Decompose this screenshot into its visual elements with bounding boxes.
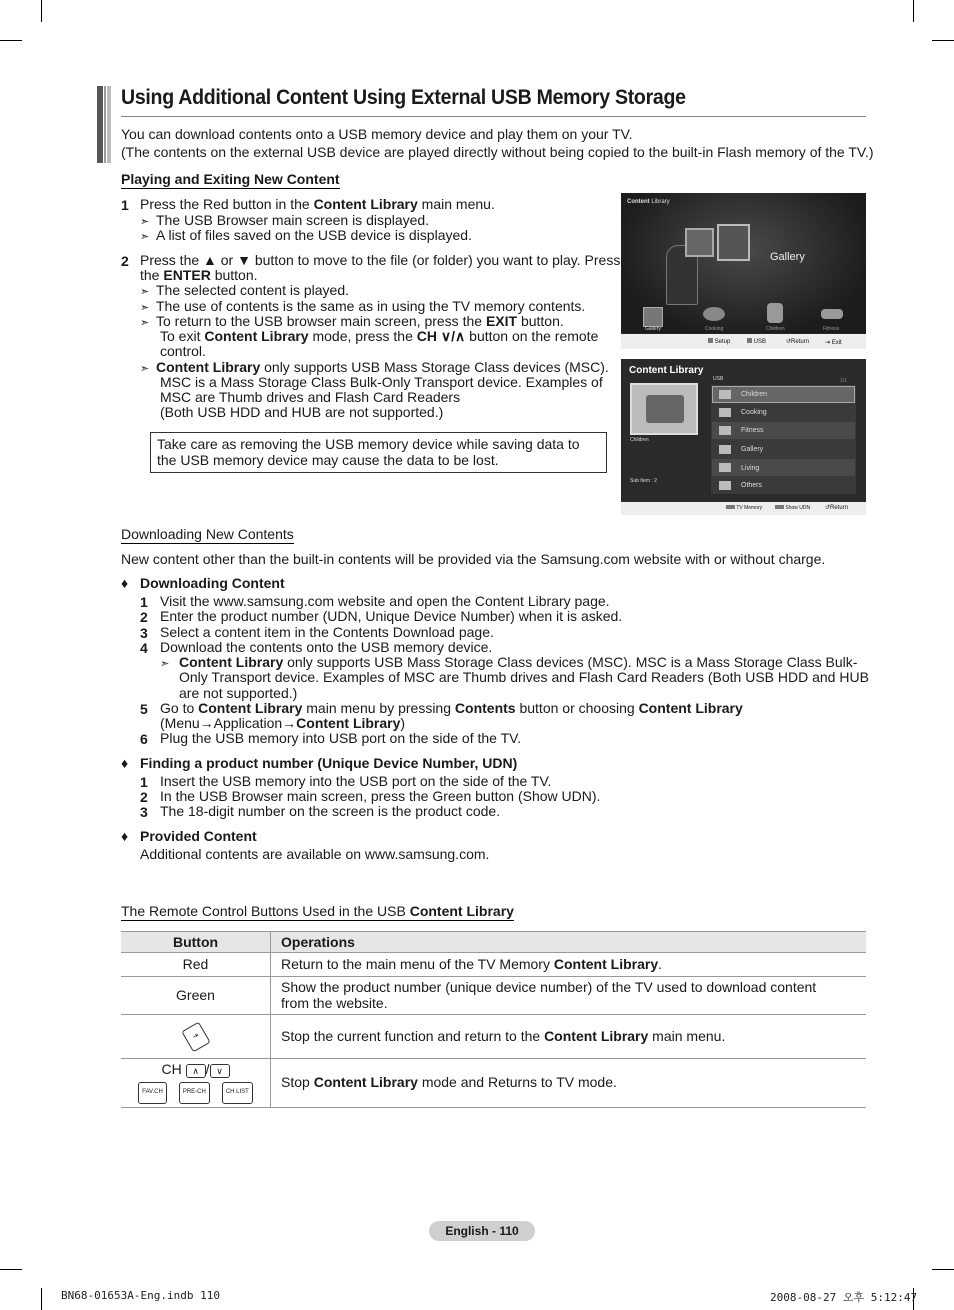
bullet-provided: ♦ Provided Content: [121, 828, 257, 844]
note: ➣ To return to the USB browser main screen, press the EXIT button.: [140, 314, 564, 331]
provided-text: Additional contents are available on www.samsung.com.: [140, 846, 490, 862]
note-arrow-icon: ➣: [160, 658, 170, 670]
folder-thumbnail: [630, 383, 698, 435]
note-cont: MSC is a Mass Storage Class Bulk-Only Transport device. Examples of: [160, 374, 603, 390]
dl-step: Go to Content Library main menu by pressing Contents button or choosing Content Library: [160, 700, 743, 716]
diamond-bullet-icon: ♦: [121, 575, 129, 591]
col-operations: Operations: [271, 932, 867, 953]
chevron-up-icon: ∧: [186, 1064, 206, 1078]
page-number: English - 110: [429, 1221, 535, 1241]
note: ➣ The USB Browser main screen is displayed.: [140, 213, 429, 230]
step-number: 1: [121, 197, 129, 213]
diamond-bullet-icon: ♦: [121, 755, 129, 771]
chevron-down-icon: ∨: [210, 1064, 230, 1078]
footer-file: BN68-01653A-Eng.indb 110: [61, 1289, 220, 1302]
dl-step: Select a content item in the Contents Download page.: [160, 624, 494, 640]
intro-line-1: You can download contents onto a USB memory device and play them on your TV.: [121, 126, 633, 142]
list-item[interactable]: Children: [741, 391, 768, 398]
dl-step: Plug the USB memory into USB port on the side of the TV.: [160, 730, 522, 746]
gallery-label: Gallery: [770, 251, 805, 263]
step1-text: Press the Red button in the Content Library main menu.: [140, 196, 495, 212]
crop-mark: [41, 0, 42, 22]
table-row: CH ∧ / ∨ FAV.CH PRE-CH CH LIST Stop Content Library mode and Returns to TV mode.: [121, 1059, 866, 1108]
dl-step: Enter the product number (UDN, Unique Device Number) when it is asked.: [160, 608, 623, 624]
note-arrow-icon: ➣: [140, 302, 150, 314]
folder-icon: [719, 426, 731, 435]
diamond-bullet-icon: ♦: [121, 828, 129, 844]
tv-screen-usb-browser: Content Library Children Sub Item : 2 USB 1/1 Children Cooking Fitness Gallery Living Others TV Memory Show UDN ↺Return: [621, 359, 866, 515]
list-item[interactable]: Cooking: [741, 409, 767, 416]
pre-ch-key-icon: PRE-CH: [179, 1082, 210, 1104]
note-arrow-icon: ➣: [140, 216, 150, 228]
gallery-icon[interactable]: [643, 307, 663, 327]
section-heading-downloading: Downloading New Contents: [121, 526, 294, 542]
picture-frame: [717, 224, 750, 261]
setup-square-icon: [708, 338, 713, 343]
crop-mark: [0, 1269, 22, 1270]
remote-buttons-table: [121, 931, 866, 1108]
note-cont: (Both USB HDD and HUB are not supported.): [160, 404, 444, 420]
note-cont: Only Transport device. Examples of MSC are Thumb drives and Flash Card Readers (Both USB HDD and HUB: [179, 669, 869, 685]
folder-icon: [719, 408, 731, 417]
note-arrow-icon: ➣: [140, 363, 150, 375]
title-accent-bar: [97, 86, 111, 163]
note: ➣ The use of contents is the same as in using the TV memory contents.: [140, 299, 585, 316]
list-item[interactable]: Fitness: [741, 427, 764, 434]
list-item[interactable]: Living: [741, 465, 760, 472]
return-icon: ↺: [825, 505, 831, 511]
intro-line-2: (The contents on the external USB device are played directly without being copied to the built-in Flash memory of the TV.): [121, 144, 874, 160]
title-rule: [121, 116, 866, 117]
page-title: Using Additional Content Using External USB Memory Storage: [121, 86, 686, 109]
crop-mark: [932, 40, 954, 41]
table-row: ⇥ Stop the current function and return to the Content Library main menu.: [121, 1015, 866, 1059]
footer-date: 2008-08-27 오후 5:12:47: [770, 1291, 918, 1304]
udn-step: In the USB Browser main screen, press the Green button (Show UDN).: [160, 788, 601, 804]
folder-icon: [719, 463, 731, 472]
note-arrow-icon: ➣: [140, 317, 150, 329]
note: ➣ Content Library only supports USB Mass Storage Class devices (MSC). MSC is a Mass Storage Class Bulk-: [160, 655, 857, 672]
tv-memory-square-icon: [726, 505, 735, 509]
step-number: 2: [121, 253, 129, 269]
list-row-bg: [712, 459, 855, 476]
fitness-icon[interactable]: [821, 309, 843, 319]
list-item[interactable]: Gallery: [741, 446, 764, 453]
bullet-downloading: ♦ Downloading Content: [121, 575, 285, 591]
show-udn-square-icon: [775, 505, 784, 509]
dl-step: Download the contents onto the USB memory device.: [160, 639, 493, 655]
list-item[interactable]: Others: [741, 482, 763, 489]
caution-box: Take care as removing the USB memory device while saving data to the USB memory device may cause the data to be lost.: [150, 432, 607, 473]
cooking-icon[interactable]: [703, 307, 725, 321]
note-arrow-icon: ➣: [140, 286, 150, 298]
udn-step: The 18-digit number on the screen is the product code.: [160, 803, 501, 819]
folder-icon: [719, 390, 731, 399]
section-heading-remote: The Remote Control Buttons Used in the USB Content Library: [121, 903, 514, 919]
bullet-udn: ♦ Finding a product number (Unique Device Number, UDN): [121, 755, 518, 771]
folder-icon: [719, 481, 731, 490]
exit-icon: ⇥: [825, 340, 831, 346]
return-icon: ↺: [786, 339, 792, 345]
downloading-intro: New content other than the built-in contents will be provided via the Samsung.com website with or without charge.: [121, 551, 826, 567]
step2-text: Press the ▲ or ▼ button to move to the file (or folder) you want to play. Press: [140, 252, 621, 268]
usb-square-icon: [747, 338, 752, 343]
note-cont: control.: [160, 343, 206, 359]
tv-screen-content-library: Content Library Gallery Gallery Cooking Children Fitness Setup USB ↺Return ⇥ Exit: [621, 193, 866, 349]
note: ➣ The selected content is played.: [140, 283, 349, 300]
section-heading-playing: Playing and Exiting New Content: [121, 171, 340, 187]
crop-mark: [0, 40, 22, 41]
udn-step: Insert the USB memory into the USB port on the side of the TV.: [160, 773, 552, 789]
table-row: Green Show the product number (unique device number) of the TV used to download content from the website.: [121, 977, 866, 1015]
crop-mark: [932, 1269, 954, 1270]
dl-step-cont: (Menu→Application→Content Library): [160, 715, 406, 731]
folder-icon: [719, 445, 731, 454]
col-button: Button: [121, 932, 271, 953]
dl-step: Visit the www.samsung.com website and open the Content Library page.: [160, 593, 610, 609]
crop-mark: [913, 0, 914, 22]
note-cont: MSC are Thumb drives and Flash Card Readers: [160, 389, 461, 405]
note-cont: To exit Content Library mode, press the CH ∨/∧ button on the remote: [160, 328, 599, 344]
crop-mark: [41, 1288, 42, 1310]
list-row-bg: [712, 422, 855, 439]
step2-text-2: the ENTER button.: [140, 267, 258, 283]
exit-button-icon: ⇥: [181, 1021, 210, 1052]
fav-ch-key-icon: FAV.CH: [138, 1082, 167, 1104]
picture-frame: [685, 228, 714, 257]
note: ➣ Content Library only supports USB Mass Storage Class devices (MSC).: [140, 360, 609, 377]
ch-list-key-icon: CH LIST: [222, 1082, 253, 1104]
note-cont: are not supported.): [179, 685, 298, 701]
table-row: Red Return to the main menu of the TV Memory Content Library.: [121, 953, 866, 977]
children-icon[interactable]: [767, 303, 783, 323]
note: ➣ A list of files saved on the USB device is displayed.: [140, 228, 472, 245]
note-arrow-icon: ➣: [140, 231, 150, 243]
list-item-selected[interactable]: [712, 386, 855, 403]
